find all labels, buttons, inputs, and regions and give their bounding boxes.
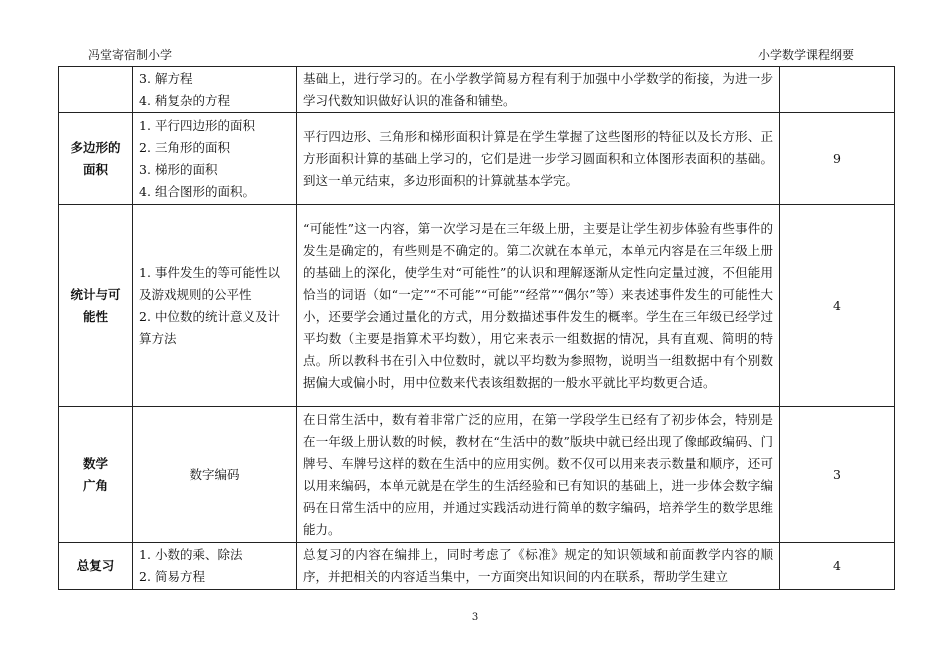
unit-title-line: 多边形的 (70, 139, 121, 155)
content-item: 1. 平行四边形的面积 (139, 117, 256, 133)
unit-title-line: 广角 (82, 477, 108, 493)
content-cell (133, 205, 297, 407)
hours-cell: 9 (780, 113, 895, 205)
content-item: 4. 组合图形的面积。 (139, 183, 256, 199)
syllabus-table (58, 66, 895, 590)
unit-cell (59, 543, 133, 590)
unit-cell (59, 113, 133, 205)
description-cell: 平行四边形、三角形和梯形面积计算是在学生掌握了这些图形的特征以及长方形、正方形面积计算的基础上学习的，它们是进一步学习圆面积和立体图形表面积的基础。到这一单元结束，多边形面积的计算就基本学完。 (297, 113, 780, 205)
content-cell (133, 113, 297, 205)
description-cell: 总复习的内容在编排上，同时考虑了《标准》规定的知识领域和前面教学内容的顺序，并把相关的内容适当集中，一方面突出知识间的内在联系，帮助学生建立 (297, 543, 780, 590)
page-number: 3 (471, 612, 479, 623)
unit-title-line: 统计与可 (70, 286, 121, 302)
unit-title-line: 能性 (82, 308, 108, 324)
description-cell: 基础上，进行学习的。在小学教学简易方程有利于加强中小学数学的衔接，为进一步学习代数知识做好认识的准备和铺垫。 (297, 67, 780, 113)
unit-cell (59, 407, 133, 543)
hours-cell (780, 67, 895, 113)
content-item: 1. 小数的乘、除法 (139, 547, 243, 562)
table-row (59, 205, 895, 407)
content-cell (133, 67, 297, 113)
unit-title-line: 面积 (82, 161, 108, 177)
content-cell (133, 543, 297, 590)
content-item: 3. 梯形的面积 (139, 161, 218, 177)
description-cell: “可能性”这一内容，第一次学习是在三年级上册，主要是让学生初步体验有些事件的发生是确定的，有些则是不确定的。第二次就在本单元，本单元内容是在三年级上册的基础上的深化，使学生对“可能性”的认识和理解逐渐从定性向定量过渡，不但能用恰当的词语（如“一定”“不可能”“可能”“经常”“偶尔”等）来表述事件发生的可能性大小，还要学会通过量化的方式，用分数描述事件发生的概率。学生在三年级已经学过平均数（主要是指算术平均数），用它来表示一组数据的情况，具有直观、简明的特点。所以教科书在引入中位数时，就以平均数为参照物，说明当一组数据中有个别数据偏大或偏小时，用中位数来代表该组数据的一般水平就比平均数更合适。 (297, 205, 780, 407)
unit-title-line: 数学 (82, 455, 108, 471)
content-cell: 数字编码 (133, 407, 297, 543)
hours-cell: 4 (780, 205, 895, 407)
header-document-title: 小学数学课程纲要 (757, 48, 854, 62)
table-row (59, 113, 895, 205)
content-item: 1. 事件发生的等可能性以及游戏规则的公平性 (139, 264, 281, 302)
content-item: 2. 三角形的面积 (139, 139, 231, 155)
content-item: 3. 解方程 (139, 70, 193, 86)
table-row (59, 543, 895, 590)
description-cell: 在日常生活中，数有着非常广泛的应用，在第一学段学生已经有了初步体会，特别是在一年级上册认数的时候，教材在“生活中的数”版块中就已经出现了像邮政编码、门牌号、车牌号这样的数在生活中的应用实例。数不仅可以用来表示数量和顺序，还可以用来编码，本单元就是在学生的生活经验和已有知识的基础上，进一步体会数字编码在日常生活中的应用，并通过实践活动进行简单的数字编码，培养学生的数学思维能力。 (297, 407, 780, 543)
unit-title-line: 总复习 (76, 558, 115, 573)
header-school-name: 冯堂寄宿制小学 (88, 48, 173, 62)
content-item: 4. 稍复杂的方程 (139, 92, 231, 108)
content-item: 2. 中位数的统计意义及计算方法 (139, 308, 281, 346)
unit-cell (59, 67, 133, 113)
table-row (59, 407, 895, 543)
unit-cell (59, 205, 133, 407)
content-item: 2. 简易方程 (139, 569, 206, 584)
hours-cell: 3 (780, 407, 895, 543)
table-row (59, 67, 895, 113)
hours-cell: 4 (780, 543, 895, 590)
